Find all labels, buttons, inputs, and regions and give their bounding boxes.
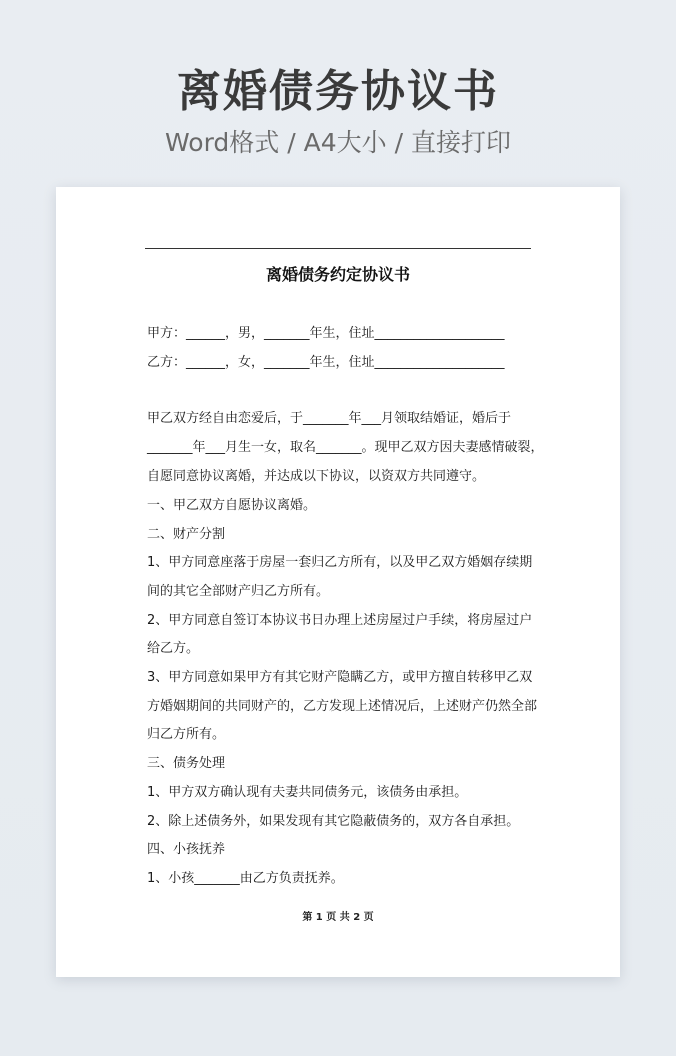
header-rule xyxy=(145,248,531,249)
party-b-line: 乙方：______，女，_______年生，住址____________________ xyxy=(147,355,505,370)
body-line: _______年___月生一女，取名_______。现甲乙双方因夫妻感情破裂， xyxy=(147,440,544,455)
page-number-footer: 第 1 页 共 2 页 xyxy=(302,912,374,923)
body-line: 2、甲方同意自签订本协议书日办理上述房屋过户手续，将房屋过户 xyxy=(147,613,533,628)
main-title: 离婚债务协议书 xyxy=(177,66,499,117)
body-line: 甲乙双方经自由恋爱后，于_______年___月领取结婚证，婚后于 xyxy=(147,411,512,426)
body-line: 1、甲方同意座落于房屋一套归乙方所有，以及甲乙双方婚姻存续期 xyxy=(147,555,533,570)
body-line: 3、甲方同意如果甲方有其它财产隐瞒乙方，或甲方擅自转移甲乙双 xyxy=(147,670,533,685)
section-heading: 三、债务处理 xyxy=(147,756,226,771)
section-heading: 四、小孩抚养 xyxy=(147,842,226,857)
body-line: 间的其它全部财产归乙方所有。 xyxy=(147,584,330,599)
document-title: 离婚债务约定协议书 xyxy=(265,265,410,284)
page-header xyxy=(0,62,676,160)
body-line: 方婚姻期间的共同财产的，乙方发现上述情况后，上述财产仍然全部 xyxy=(147,699,538,714)
party-a-line: 甲方：______，男，_______年生，住址____________________ xyxy=(147,326,505,341)
subtitle: Word格式 / A4大小 / 直接打印 xyxy=(165,128,511,157)
body-line: 1、小孩_______由乙方负责抚养。 xyxy=(147,871,344,886)
section-heading: 一、甲乙双方自愿协议离婚。 xyxy=(147,498,317,513)
section-heading: 二、财产分割 xyxy=(147,527,226,542)
document-page xyxy=(56,187,620,977)
body-line: 归乙方所有。 xyxy=(147,727,226,742)
body-line: 1、甲方双方确认现有夫妻共同债务元，该债务由承担。 xyxy=(147,785,468,800)
body-line: 给乙方。 xyxy=(147,641,200,656)
body-line: 自愿同意协议离婚，并达成以下协议，以资双方共同遵守。 xyxy=(147,469,486,484)
body-line: 2、除上述债务外，如果发现有其它隐蔽债务的，双方各自承担。 xyxy=(147,814,520,829)
